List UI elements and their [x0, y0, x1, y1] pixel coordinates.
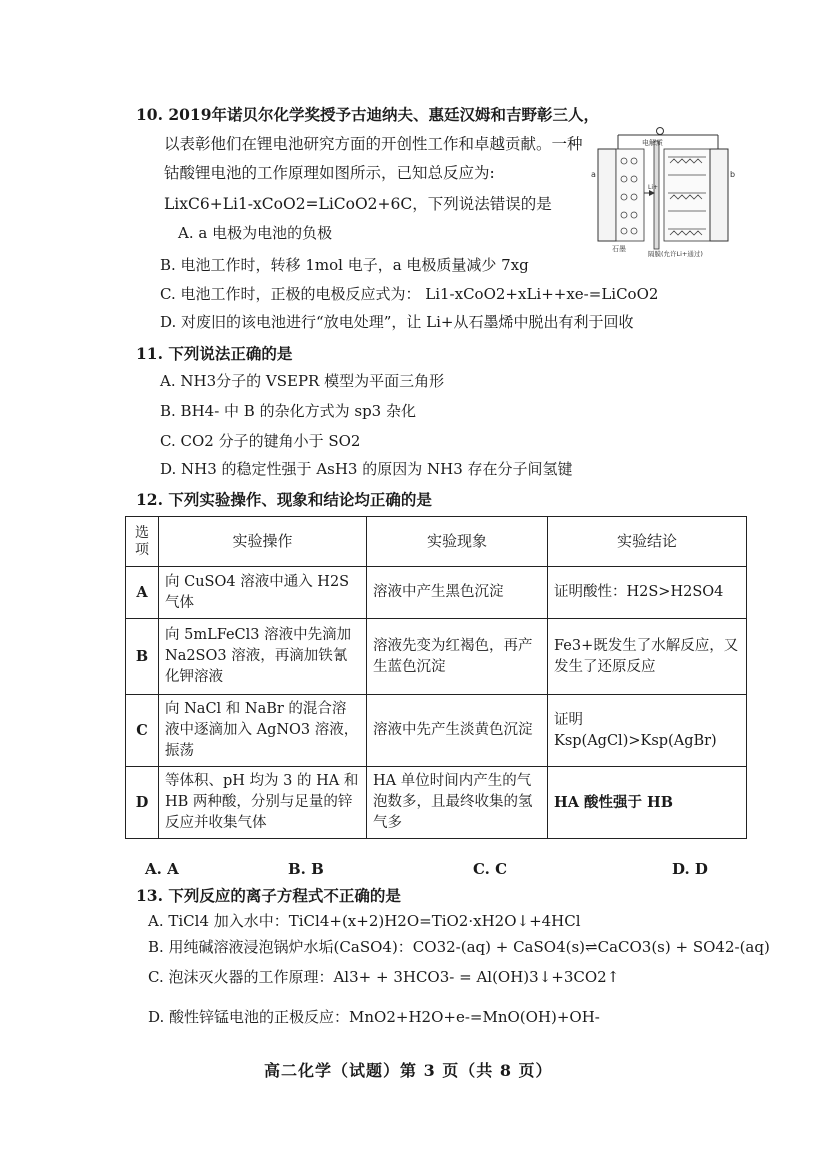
- q11-option-d: D. NH3 的稳定性强于 AsH3 的原因为 NH3 存在分子间氢键: [160, 460, 573, 478]
- page-footer: 高二化学（试题）第 3 页（共 8 页）: [264, 1061, 553, 1080]
- row-operation: 向 CuSO4 溶液中通入 H2S 气体: [159, 567, 367, 619]
- row-label: D: [126, 767, 159, 839]
- row-conclusion: Fe3+既发生了水解反应，又发生了还原反应: [548, 619, 747, 695]
- q10-line3: 钴酸锂电池的工作原理如图所示，已知总反应为:: [164, 164, 495, 182]
- row-operation: 向 NaCl 和 NaBr 的混合溶液中逐滴加入 AgNO3 溶液，振荡: [159, 695, 367, 767]
- q10-line2: 以表彰他们在锂电池研究方面的开创性工作和卓越贡献。一种: [164, 135, 583, 153]
- bulb-icon: [657, 128, 664, 135]
- q11-option-b: B. BH4- 中 B 的杂化方式为 sp3 杂化: [160, 402, 416, 420]
- row-operation: 向 5mLFeCl3 溶液中先滴加 Na2SO3 溶液，再滴加铁氰化钾溶液: [159, 619, 367, 695]
- table-row: [126, 567, 747, 619]
- q10-option-c: C. 电池工作时，正极的电极反应式为： Li1-xCoO2+xLi++xe-=LiCoO2: [160, 285, 659, 303]
- q13-option-b: B. 用纯碱溶液浸泡锅炉水垢(CaSO4)：CO32-(aq) + CaSO4(s)⇌CaCO3(s) + SO42-(aq): [148, 938, 770, 956]
- q12-table: [125, 516, 747, 839]
- electrode-b-label: b: [730, 170, 736, 179]
- electrode-a-label: a: [591, 170, 596, 179]
- row-operation: 等体积、pH 均为 3 的 HA 和 HB 两种酸，分别与足量的锌反应并收集气体: [159, 767, 367, 839]
- q10-line4: LixC6+Li1-xCoO2=LiCoO2+6C，下列说法错误的是: [164, 195, 552, 213]
- row-phenomenon: 溶液先变为红褐色，再产生蓝色沉淀: [367, 619, 548, 695]
- header-conclusion: 实验结论: [548, 517, 747, 567]
- header-operation: 实验操作: [159, 517, 367, 567]
- battery-diagram: [588, 127, 738, 257]
- q11-stem: 11. 下列说法正确的是: [136, 344, 293, 363]
- q12-choice-c: C. C: [473, 860, 508, 878]
- q11-option-a: A. NH3分子的 VSEPR 模型为平面三角形: [160, 372, 445, 390]
- row-phenomenon: 溶液中先产生淡黄色沉淀: [367, 695, 548, 767]
- graphite-label: 石墨: [612, 245, 626, 253]
- table-header-row: [126, 517, 747, 567]
- svg-text:Li+: Li+: [648, 184, 659, 191]
- q10-option-b: B. 电池工作时，转移 1mol 电子，a 电极质量减少 7xg: [160, 256, 529, 274]
- q10-option-a: A. a 电极为电池的负极: [178, 224, 333, 242]
- q13-option-a: A. TiCl4 加入水中：TiCl4+(x+2)H2O=TiO2·xH2O↓+4HCl: [148, 912, 581, 930]
- q10-option-d: D. 对废旧的该电池进行“放电处理”，让 Li+从石墨烯中脱出有利于回收: [160, 313, 634, 331]
- row-conclusion: 证明 Ksp(AgCl)>Ksp(AgBr): [548, 695, 747, 767]
- q13-option-c: C. 泡沫灭火器的工作原理：Al3+ + 3HCO3- = Al(OH)3↓+3CO2↑: [148, 968, 620, 986]
- q12-choice-b: B. B: [288, 860, 324, 878]
- q12-choice-d: D. D: [672, 860, 708, 878]
- q12-stem: 12. 下列实验操作、现象和结论均正确的是: [136, 490, 432, 509]
- row-phenomenon: 溶液中产生黑色沉淀: [367, 567, 548, 619]
- electrolyte-label: 电解质: [642, 139, 663, 147]
- q13-stem: 13. 下列反应的离子方程式不正确的是: [136, 886, 401, 905]
- membrane-label: 隔膜(允许Li+通过): [648, 250, 703, 257]
- q12-choice-a: A. A: [145, 860, 179, 878]
- q13-option-d: D. 酸性锌锰电池的正极反应：MnO2+H2O+e-=MnO(OH)+OH-: [148, 1008, 600, 1026]
- row-conclusion: 证明酸性：H2S>H2SO4: [548, 567, 747, 619]
- header-phenomenon: 实验现象: [367, 517, 548, 567]
- row-phenomenon: HA 单位时间内产生的气泡数多，且最终收集的氢气多: [367, 767, 548, 839]
- table-row: [126, 767, 747, 839]
- q10-line1: 10. 2019年诺贝尔化学奖授予古迪纳夫、惠廷汉姆和吉野彰三人，: [136, 105, 600, 124]
- row-conclusion: HA 酸性强于 HB: [548, 767, 747, 839]
- row-label: A: [126, 567, 159, 619]
- table-row: [126, 695, 747, 767]
- header-option: 选项: [126, 517, 159, 567]
- row-label: B: [126, 619, 159, 695]
- row-label: C: [126, 695, 159, 767]
- table-row: [126, 619, 747, 695]
- q11-option-c: C. CO2 分子的键角小于 SO2: [160, 432, 361, 450]
